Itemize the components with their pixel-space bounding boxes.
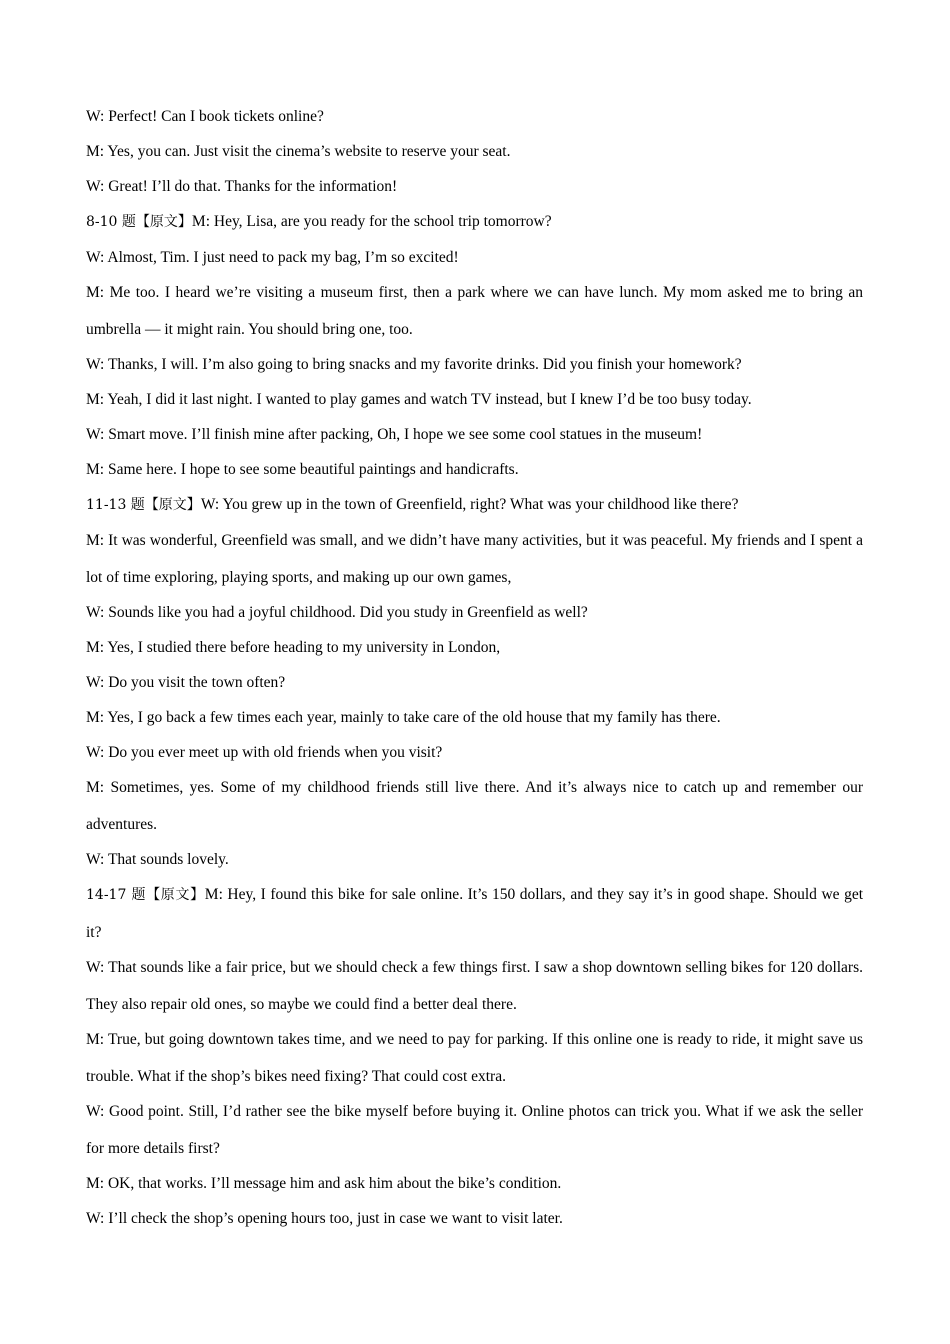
question-range-label: 11-13 题【原文】	[86, 497, 201, 513]
dialogue-line: W: That sounds like a fair price, but we should check a few things first. I saw a shop downtown selling bikes for 120 dollars. They also repair old ones, so maybe we could find a better deal there.	[86, 959, 863, 1013]
document-page	[86, 98, 863, 1235]
dialogue-line: W: Thanks, I will. I’m also going to bring snacks and my favorite drinks. Did you finish your homework?	[86, 356, 742, 373]
dialogue-line: W: Do you visit the town often?	[86, 674, 286, 691]
dialogue-line: W: I’ll check the shop’s opening hours too, just in case we want to visit later.	[86, 1210, 563, 1227]
question-range-label: 14-17 题【原文】	[86, 887, 205, 903]
section-heading-line: 14-17 题【原文】M: Hey, I found this bike for sale online. It’s 150 dollars, and they say it’s in good shape. Should we get it?	[86, 886, 864, 941]
dialogue-line: M: Yes, I studied there before heading to my university in London,	[86, 639, 501, 656]
dialogue-line: W: Smart move. I’ll finish mine after packing, Oh, I hope we see some cool statues in the museum!	[86, 426, 703, 443]
dialogue-line: M: Yeah, I did it last night. I wanted to play games and watch TV instead, but I knew I’d be too busy today.	[86, 391, 752, 408]
dialogue-line: M: Same here. I hope to see some beautiful paintings and handicrafts.	[86, 461, 519, 478]
dialogue-line: W: Perfect! Can I book tickets online?	[86, 108, 324, 125]
dialogue-line: M: Yes, you can. Just visit the cinema’s website to reserve your seat.	[86, 143, 511, 160]
dialogue-line: W: Good point. Still, I’d rather see the bike myself before buying it. Online photos can trick you. What if we ask the seller for more details first?	[86, 1103, 863, 1157]
dialogue-line: W: That sounds lovely.	[86, 851, 229, 868]
dialogue-line: W: Do you ever meet up with old friends when you visit?	[86, 744, 443, 761]
dialogue-line: M: OK, that works. I’ll message him and ask him about the bike’s condition.	[86, 1175, 562, 1192]
dialogue-line: W: Sounds like you had a joyful childhood. Did you study in Greenfield as well?	[86, 604, 588, 621]
section-heading-line: 11-13 题【原文】W: You grew up in the town of Greenfield, right? What was your childhood like there?	[86, 496, 739, 513]
dialogue-line: M: Me too. I heard we’re visiting a museum first, then a park where we can have lunch. My mom asked me to bring an umbrella — it might rain. You should bring one, too.	[86, 284, 863, 338]
section-heading-line: 8-10 题【原文】M: Hey, Lisa, are you ready for the school trip tomorrow?	[86, 213, 552, 230]
dialogue-line: M: True, but going downtown takes time, and we need to pay for parking. If this online one is ready to ride, it might save us trouble. What if the shop’s bikes need fixing? That could cost extra.	[86, 1031, 863, 1085]
dialogue-line: M: It was wonderful, Greenfield was small, and we didn’t have many activities, but it was peaceful. My friends and I spent a lot of time exploring, playing sports, and making up our own games,	[86, 532, 863, 586]
dialogue-line: M: Sometimes, yes. Some of my childhood friends still live there. And it’s always nice to catch up and remember our adventures.	[86, 779, 863, 833]
dialogue-line: W: Great! I’ll do that. Thanks for the information!	[86, 178, 398, 195]
dialogue-line: M: Yes, I go back a few times each year, mainly to take care of the old house that my family has there.	[86, 709, 721, 726]
dialogue-line: W: Almost, Tim. I just need to pack my bag, I’m so excited!	[86, 249, 459, 266]
question-range-label: 8-10 题【原文】	[86, 214, 192, 230]
